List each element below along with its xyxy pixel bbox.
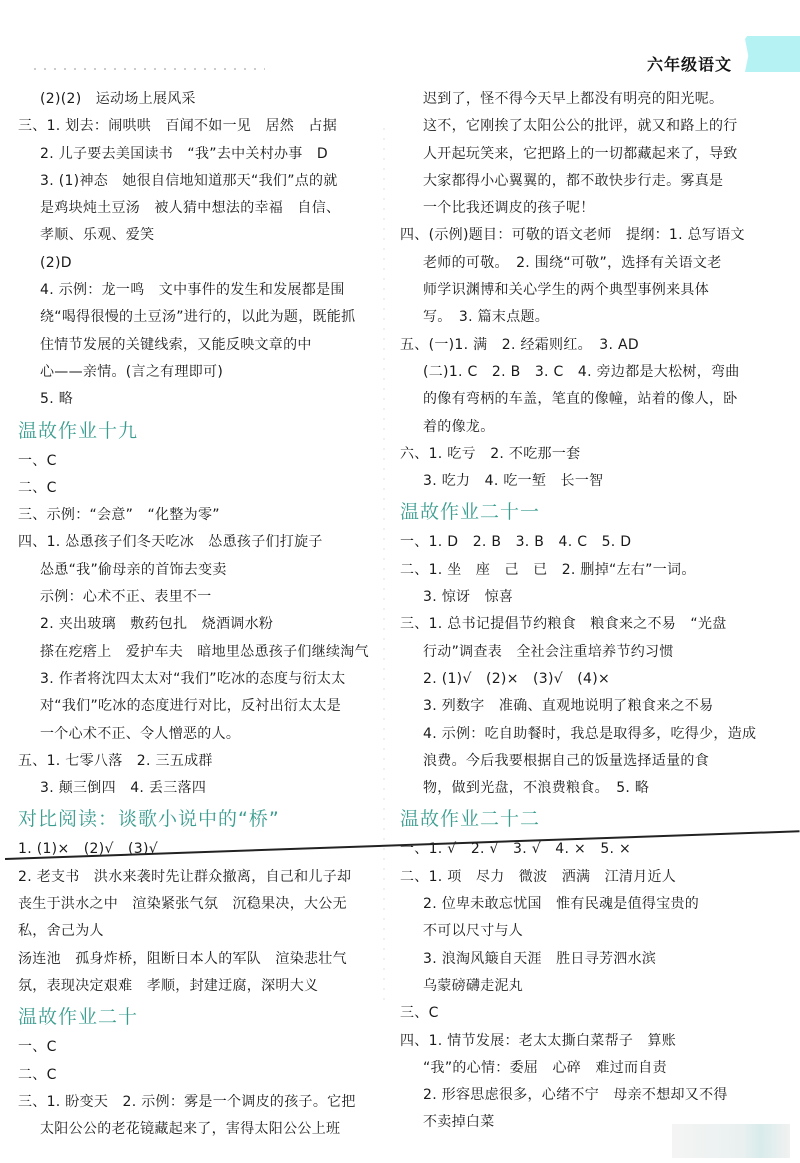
answer-line: 三、C xyxy=(400,1005,439,1022)
answer-line: 五、(一)1. 满 2. 经霜则红。 3. AD xyxy=(400,336,639,353)
answer-line: 二、C xyxy=(18,479,57,496)
answer-line: 写。 3. 篇末点题。 xyxy=(423,309,550,326)
answer-line: 着的像龙。 xyxy=(423,418,495,435)
answer-line: 一、1. D 2. B 3. B 4. C 5. D xyxy=(400,534,632,551)
answer-line: 二、1. 坐 座 己 已 2. 删掉“左右”一词。 xyxy=(400,561,696,578)
page-header-title: 六年级语文 xyxy=(647,55,733,74)
answer-line: 5. 略 xyxy=(40,391,74,408)
answer-line: 孝顺、乐观、爱笑 xyxy=(40,227,155,244)
answer-line: 的像有弯柄的车盖，笔直的像幢，站着的像人，卧 xyxy=(423,391,738,408)
answer-line: 一个比我还调皮的孩子呢！ xyxy=(423,200,595,217)
answer-line: 1. (1)× (2)√ (3)√ xyxy=(18,841,158,858)
answer-line: 大家都得小心翼翼的，都不敢快步行走。雾真是 xyxy=(423,172,724,189)
answer-line: 3. 浪淘风簸自天涯 胜日寻芳泗水滨 xyxy=(423,950,657,967)
section-heading: 温故作业二十 xyxy=(18,1006,139,1029)
answer-line: (2)D xyxy=(40,254,72,271)
answer-line: 四、1. 情节发展：老太太撕白菜帮子 算账 xyxy=(400,1032,677,1049)
left-column xyxy=(18,86,388,1143)
answer-line: 是鸡块炖土豆汤 被人猜中想法的幸福 自信、 xyxy=(40,200,341,217)
answer-line: 丧生于洪水之中 渲染紧张气氛 沉稳果决，大公无 xyxy=(18,896,347,913)
answer-line: 三、1. 总书记提倡节约粮食 粮食来之不易 “光盘 xyxy=(400,616,727,633)
answer-line: 2. 形容思虑很多，心绪不宁 母亲不想却又不得 xyxy=(423,1087,728,1104)
answer-line: 四、1. 怂恿孩子们冬天吃冰 怂恿孩子们打旋子 xyxy=(18,534,323,551)
answer-line: 3. 颠三倒四 4. 丢三落四 xyxy=(40,780,207,797)
section-heading: 对比阅读：谈歌小说中的“桥” xyxy=(18,808,280,831)
answer-line: 示例：心术不正、表里不一 xyxy=(40,589,212,606)
answer-line: 3. 作者将沈四太太对“我们”吃冰的态度与衍太太 xyxy=(40,670,346,687)
answer-line: 不卖掉白菜 xyxy=(423,1114,495,1131)
answer-line: 怂恿“我”偷母亲的首饰去变卖 xyxy=(40,561,227,578)
section-heading: 温故作业二十一 xyxy=(400,501,541,524)
answer-line: 住情节发展的关键线索，又能反映文章的中 xyxy=(40,336,312,353)
answer-line: 氛，表现决定艰难 孝顺，封建迂腐，深明大义 xyxy=(18,977,319,994)
section-heading: 温故作业十九 xyxy=(18,419,139,442)
header-dotted-rule xyxy=(30,68,265,70)
answer-line: 私，舍己为人 xyxy=(18,923,104,940)
answer-line: 3. (1)神态 她很自信地知道那天“我们”点的就 xyxy=(40,172,338,189)
answer-line: 物，做到光盘，不浪费粮食。 5. 略 xyxy=(423,780,650,797)
section-heading: 温故作业二十二 xyxy=(400,808,541,831)
header-color-tab xyxy=(745,36,800,72)
answer-line: 六、1. 吃亏 2. 不吃那一套 xyxy=(400,445,581,462)
answer-line: 四、(示例)题目：可敬的语文老师 提纲：1. 总写语文 xyxy=(400,227,745,244)
answer-line: 2. 位卑未敢忘忧国 惟有民魂是值得宝贵的 xyxy=(423,896,700,913)
answer-line: 2. 夹出玻璃 敷药包扎 烧酒调水粉 xyxy=(40,616,274,633)
answer-line: 不可以尺寸与人 xyxy=(423,923,524,940)
answer-line: 3. 列数字 准确、直观地说明了粮食来之不易 xyxy=(423,698,714,715)
answer-line: 4. 示例：吃自助餐时，我总是取得多，吃得少，造成 xyxy=(423,725,757,742)
answer-line: 五、1. 七零八落 2. 三五成群 xyxy=(18,752,213,769)
answer-line: 迟到了，怪不得今天早上都没有明亮的阳光呢。 xyxy=(423,91,724,107)
answer-line: 对“我们”吃冰的态度进行对比，反衬出衍太太是 xyxy=(40,698,342,715)
answer-line: 搽在疙瘩上 爱护车夫 暗地里怂恿孩子们继续淘气 xyxy=(40,643,369,660)
answer-line: 老师的可敬。 2. 围绕“可敬”，选择有关语文老 xyxy=(423,254,722,271)
answer-line: 汤连池 孤身炸桥，阻断日本人的军队 渲染悲壮气 xyxy=(18,950,347,967)
answer-line: 心——亲情。(言之有理即可) xyxy=(40,363,224,380)
answer-line: 三、1. 划去：闹哄哄 百闻不如一见 居然 占据 xyxy=(18,118,338,135)
answer-line: 太阳公公的老花镜藏起来了，害得太阳公公上班 xyxy=(40,1121,341,1138)
answer-line: 三、示例：“会意” “化整为零” xyxy=(18,507,220,524)
answer-line: 师学识渊博和关心学生的两个典型事例来具体 xyxy=(423,282,709,299)
answer-line: 4. 示例：龙一鸣 文中事件的发生和发展都是围 xyxy=(40,282,345,299)
answer-line: 3. 吃力 4. 吃一堑 长一智 xyxy=(423,473,604,490)
answer-line: “我”的心情：委屈 心碎 难过而自责 xyxy=(423,1059,667,1076)
answer-line: (2)(2) 运动场上展风采 xyxy=(40,91,196,107)
answer-line: 一、C xyxy=(18,452,57,469)
answer-line: 绕“喝得很慢的土豆汤”进行的，以此为题，既能抓 xyxy=(40,309,356,326)
answer-line: 行动”调查表 全社会注重培养节约习惯 xyxy=(423,643,674,660)
answer-line: 二、1. 项 尽力 微波 洒满 江清月近人 xyxy=(400,868,677,885)
answer-line: 3. 惊讶 惊喜 xyxy=(423,589,514,606)
answer-line: 乌蒙磅礴走泥丸 xyxy=(423,977,524,994)
answer-line: 一、1. √ 2. √ 3. √ 4. × 5. × xyxy=(400,841,632,858)
answer-line: 2. 儿子要去美国读书 “我”去中关村办事 D xyxy=(40,145,328,162)
answer-line: 一个心术不正、令人憎恶的人。 xyxy=(40,725,241,742)
answer-line: (二)1. C 2. B 3. C 4. 旁边都是大松树，弯曲 xyxy=(423,363,740,380)
answer-line: 2. (1)√ (2)× (3)√ (4)× xyxy=(423,670,611,687)
answer-line: 2. 老支书 洪水来袭时先让群众撤离，自己和儿子却 xyxy=(18,868,352,885)
answer-line: 浪费。今后我要根据自己的饭量选择适量的食 xyxy=(423,752,709,769)
answer-line: 二、C xyxy=(18,1066,57,1083)
answer-line: 一、C xyxy=(18,1039,57,1056)
answer-line: 这不，它刚挨了太阳公公的批评，就又和路上的行 xyxy=(423,118,738,135)
answer-line: 人开起玩笑来，它把路上的一切都藏起来了，导致 xyxy=(423,145,738,162)
right-column xyxy=(400,86,792,1137)
watermark-blur xyxy=(672,1124,790,1158)
answer-line: 三、1. 盼变天 2. 示例：雾是一个调皮的孩子。它把 xyxy=(18,1093,356,1110)
